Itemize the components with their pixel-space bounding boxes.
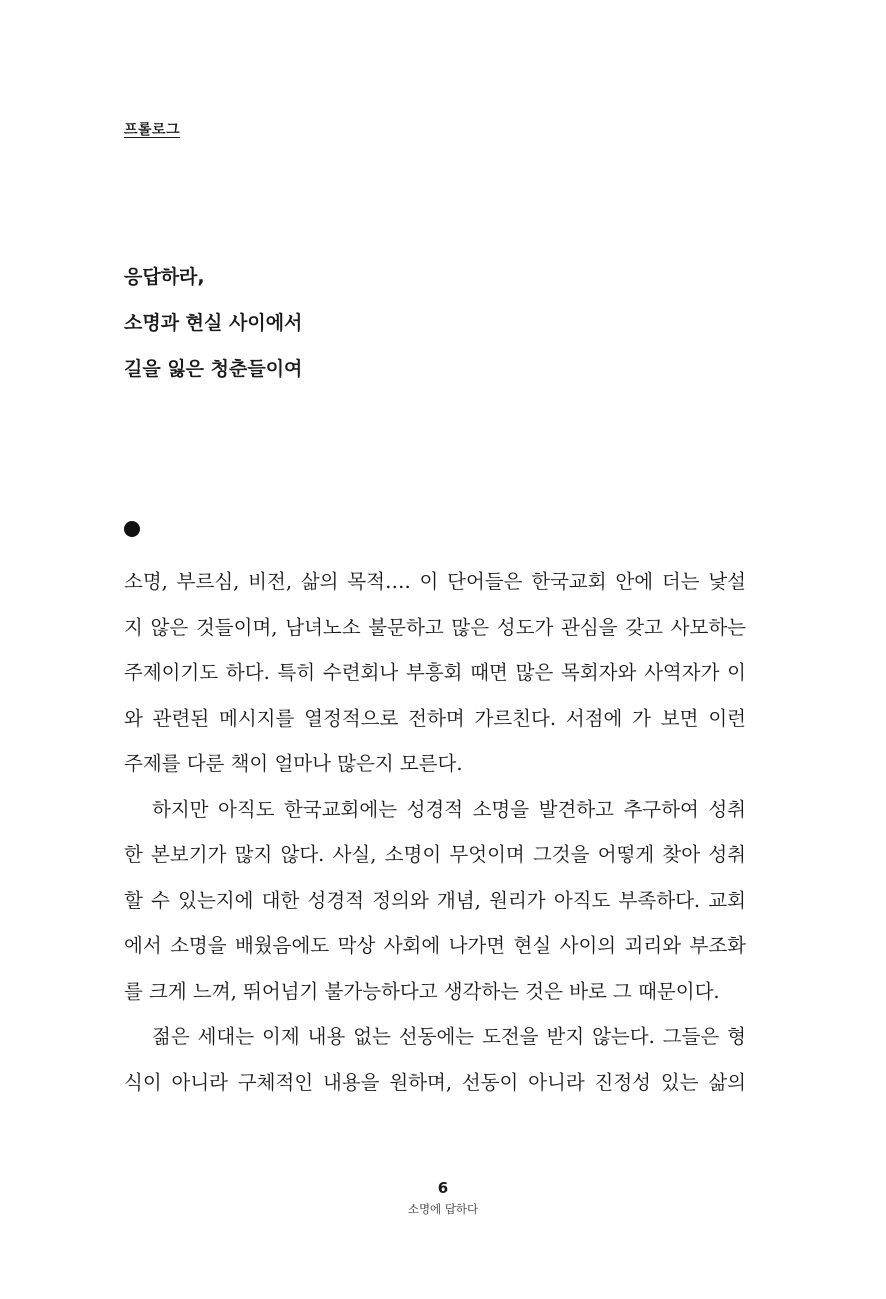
section-label: 프롤로그 <box>124 122 181 138</box>
page-number: 6 <box>437 1179 449 1197</box>
page-footer <box>0 1178 886 1220</box>
bullet-dot-icon <box>124 521 140 537</box>
chapter-headline <box>124 254 302 392</box>
body-line: 주제이기도 하다. 특히 수련회나 부흥회 때면 많은 목회자와 사역자가 이 <box>124 661 746 684</box>
headline-line-1: 응답하라, <box>124 266 205 288</box>
body-line: 주제를 다룬 책이 얼마나 많은지 모른다. <box>124 752 463 775</box>
body-line: 와 관련된 메시지를 열정적으로 전하며 가르친다. 서점에 가 보면 이런 <box>124 706 746 730</box>
body-line: 한 본보기가 많지 않다. 사실, 소명이 무엇이며 그것을 어떻게 찾아 성취 <box>124 843 746 866</box>
body-line: 소명, 부르심, 비전, 삶의 목적…. 이 단어들은 한국교회 안에 더는 낯설 <box>124 570 746 593</box>
body-line: 젊은 세대는 이제 내용 없는 선동에는 도전을 받지 않는다. 그들은 형 <box>152 1025 746 1048</box>
body-text <box>124 559 746 1105</box>
body-line: 에서 소명을 배웠음에도 막상 사회에 나가면 현실 사이의 괴리와 부조화 <box>124 934 746 957</box>
headline-line-3: 길을 잃은 청춘들이여 <box>124 358 303 380</box>
body-line: 를 크게 느껴, 뛰어넘기 불가능하다고 생각하는 것은 바로 그 때문이다. <box>124 979 720 1003</box>
body-line: 식이 아니라 구체적인 내용을 원하며, 선동이 아니라 진정성 있는 삶의 <box>124 1070 746 1094</box>
body-line: 지 않은 것들이며, 남녀노소 불문하고 많은 성도가 관심을 갖고 사모하는 <box>124 615 746 639</box>
headline-line-2: 소명과 현실 사이에서 <box>124 312 303 334</box>
body-line: 할 수 있는지에 대한 성경적 정의와 개념, 원리가 아직도 부족하다. 교회 <box>124 888 746 912</box>
body-line: 하지만 아직도 한국교회에는 성경적 소명을 발견하고 추구하여 성취 <box>152 797 746 821</box>
book-title: 소명에 답하다 <box>407 1202 479 1216</box>
